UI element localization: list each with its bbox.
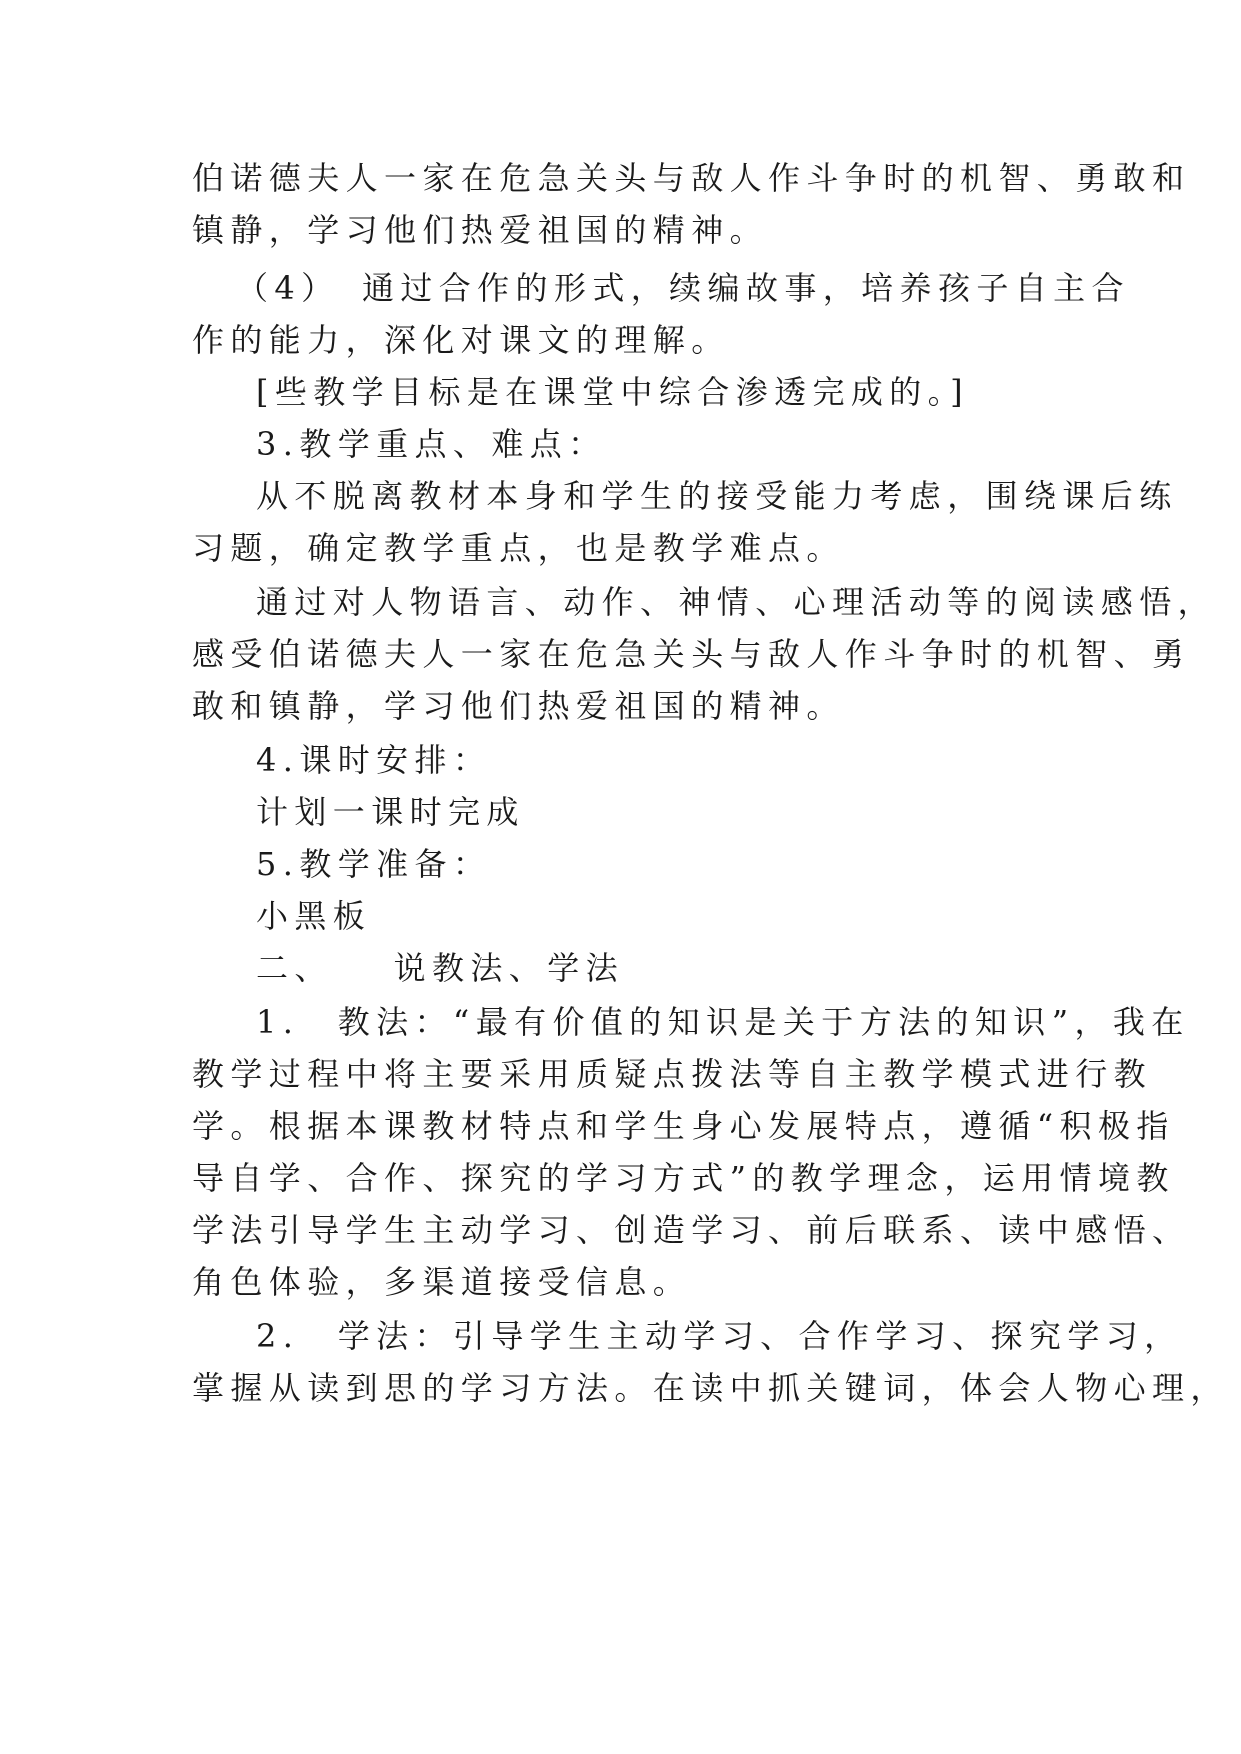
text-line: 掌握从读到思的学习方法。在读中抓关键词，体会人物心理， [192, 1369, 1229, 1407]
section-heading: 4.课时安排： [256, 741, 492, 779]
text-line: 习题，确定教学重点，也是教学难点。 [192, 529, 845, 567]
text-line: [些教学目标是在课堂中综合渗透完成的。] [256, 373, 969, 411]
text-line: 从不脱离教材本身和学生的接受能力考虑，围绕课后练 [256, 477, 1178, 515]
text-line: 计划一课时完成 [256, 793, 525, 831]
text-line: 2. 学法：引导学生主动学习、合作学习、探究学习， [256, 1317, 1183, 1355]
text-line: 伯诺德夫人一家在危急关头与敌人作斗争时的机智、勇敢和 [192, 159, 1191, 197]
section-heading: 5.教学准备： [256, 845, 492, 883]
text-line: 敢和镇静，学习他们热爱祖国的精神。 [192, 687, 845, 725]
text-line: 镇静，学习他们热爱祖国的精神。 [192, 211, 769, 249]
section-heading: 二、 说教法、学法 [256, 949, 625, 987]
text-line: 导自学、合作、探究的学习方式”的教学理念，运用情境教 [192, 1159, 1175, 1197]
text-line: 角色体验，多渠道接受信息。 [192, 1263, 692, 1301]
text-line: 1. 教法：“最有价值的知识是关于方法的知识”，我在 [256, 1003, 1190, 1041]
text-line: 学法引导学生主动学习、创造学习、前后联系、读中感悟、 [192, 1211, 1191, 1249]
text-line: 教学过程中将主要采用质疑点拨法等自主教学模式进行教 [192, 1055, 1153, 1093]
text-line: 小黑板 [256, 897, 372, 935]
text-line: 通过对人物语言、动作、神情、心理活动等的阅读感悟， [256, 583, 1217, 621]
section-heading: 3.教学重点、难点： [256, 425, 607, 463]
text-line: （4） 通过合作的形式，续编故事，培养孩子自主合 [236, 269, 1130, 307]
text-line: 作的能力，深化对课文的理解。 [192, 321, 730, 359]
text-line: 感受伯诺德夫人一家在危急关头与敌人作斗争时的机智、勇 [192, 635, 1191, 673]
text-line: 学。根据本课教材特点和学生身心发展特点，遵循“积极指 [192, 1107, 1175, 1145]
